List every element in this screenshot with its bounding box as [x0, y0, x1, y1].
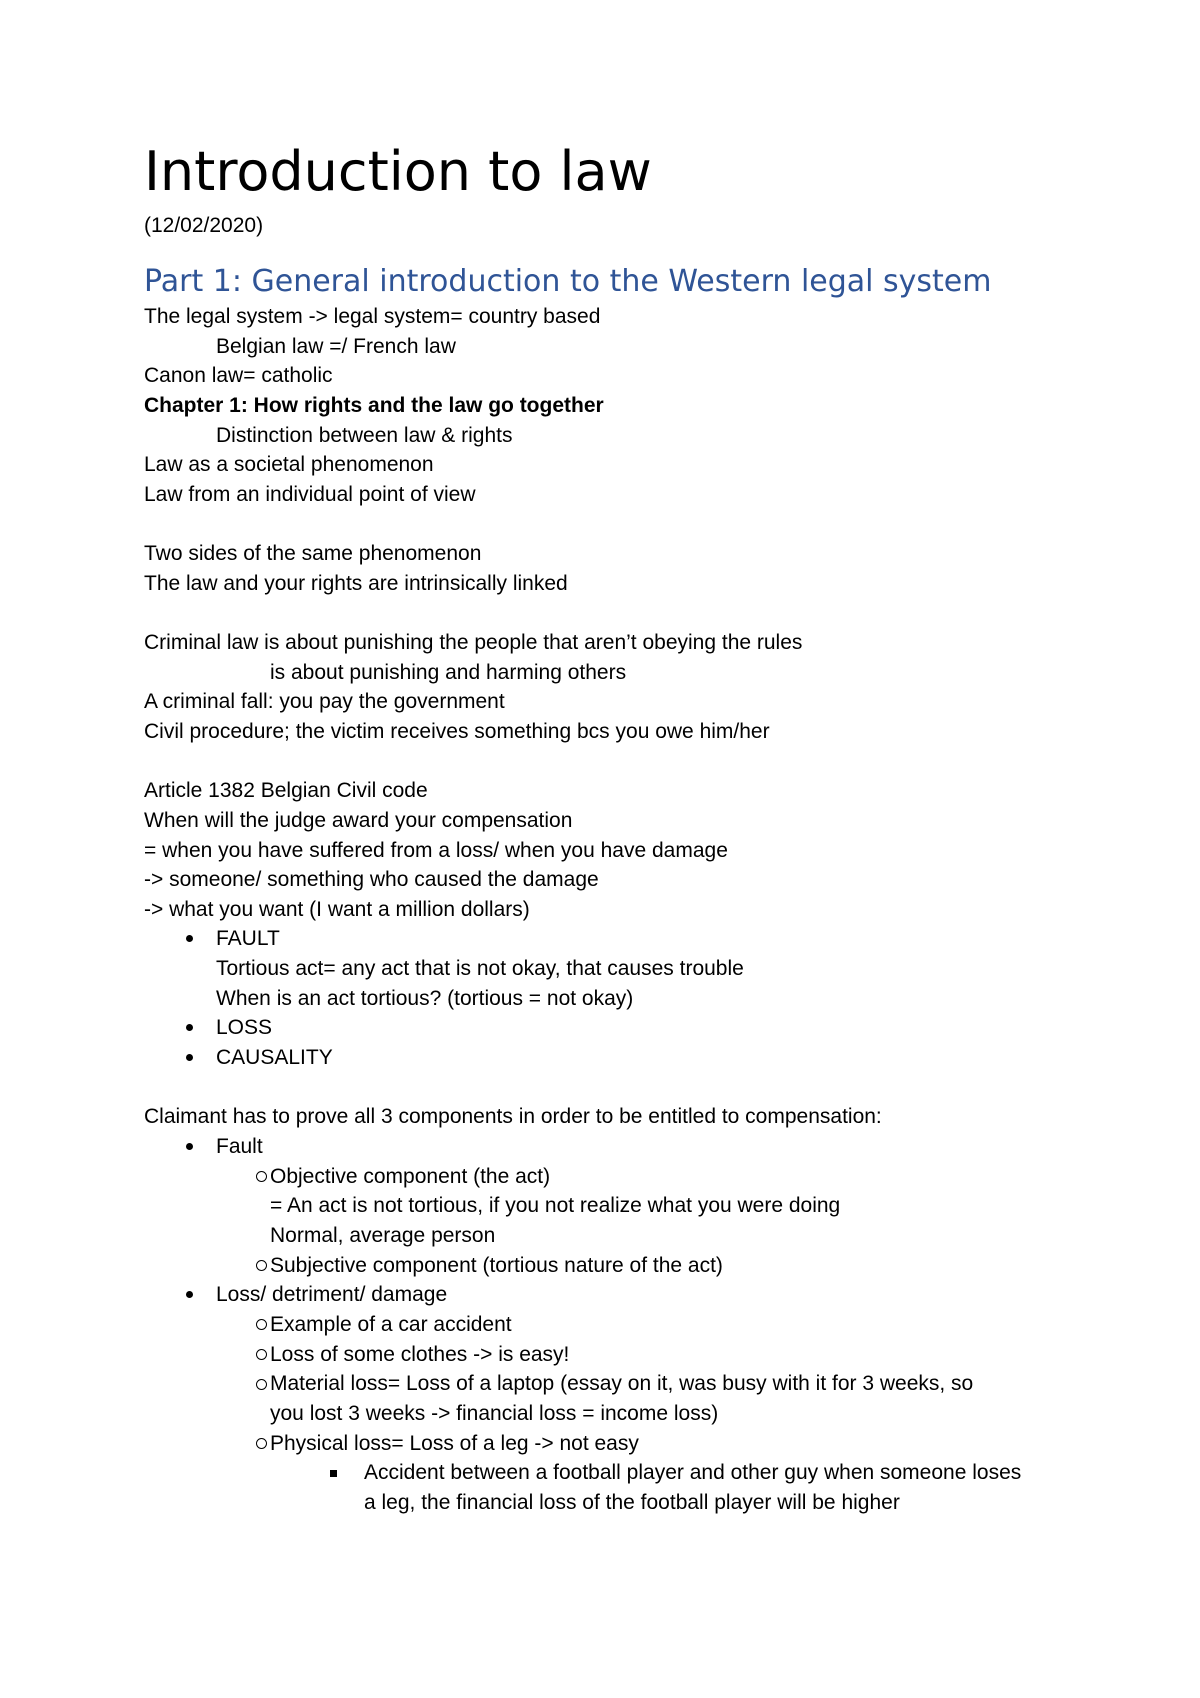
list-item: Objective component (the act) [270, 1165, 551, 1188]
text-line: The legal system -> legal system= country based [144, 305, 601, 328]
text-line: When will the judge award your compensation [144, 809, 573, 832]
list-item: LOSS [216, 1016, 273, 1039]
square-bullet-icon [330, 1470, 337, 1477]
text-line: Distinction between law & rights [216, 424, 513, 447]
text-line: Law as a societal phenomenon [144, 453, 434, 476]
circle-bullet-icon [256, 1349, 267, 1360]
text-line: Claimant has to prove all 3 components in order to be entitled to compensation: [144, 1105, 882, 1128]
text-line: The law and your rights are intrinsically linked [144, 572, 568, 595]
list-item-text: Tortious act= any act that is not okay, that causes trouble [216, 957, 744, 980]
list-item-text: you lost 3 weeks -> financial loss = income loss) [270, 1402, 719, 1425]
list-item: CAUSALITY [216, 1046, 333, 1069]
list-item: FAULT [216, 927, 280, 950]
bullet-icon [186, 1143, 193, 1150]
circle-bullet-icon [256, 1319, 267, 1330]
text-line: Law from an individual point of view [144, 483, 476, 506]
list-item: Material loss= Loss of a laptop (essay on it, was busy with it for 3 weeks, so [270, 1372, 974, 1395]
chapter-heading: Chapter 1: How rights and the law go together [144, 394, 604, 417]
text-line: Belgian law =/ French law [216, 335, 456, 358]
bullet-icon [186, 1024, 193, 1031]
list-item: Loss of some clothes -> is easy! [270, 1343, 570, 1366]
list-item-text: = An act is not tortious, if you not realize what you were doing [270, 1194, 841, 1217]
list-item: Subjective component (tortious nature of the act) [270, 1254, 723, 1277]
list-item: Fault [216, 1135, 263, 1158]
bullet-icon [186, 1054, 193, 1061]
list-item-text: Normal, average person [270, 1224, 496, 1247]
list-item: Example of a car accident [270, 1313, 512, 1336]
circle-bullet-icon [256, 1260, 267, 1271]
text-line: Two sides of the same phenomenon [144, 542, 482, 565]
circle-bullet-icon [256, 1379, 267, 1390]
document-date: (12/02/2020) [144, 214, 264, 237]
circle-bullet-icon [256, 1171, 267, 1182]
list-item: Loss/ detriment/ damage [216, 1283, 448, 1306]
bullet-icon [186, 935, 193, 942]
list-item-text: a leg, the financial loss of the football player will be higher [364, 1491, 900, 1514]
text-line: is about punishing and harming others [270, 661, 627, 684]
circle-bullet-icon [256, 1438, 267, 1449]
text-line: Article 1382 Belgian Civil code [144, 779, 428, 802]
text-line: Canon law= catholic [144, 364, 333, 387]
part-heading: Part 1: General introduction to the Western legal system [144, 264, 992, 299]
text-line: -> what you want (I want a million dollars) [144, 898, 530, 921]
list-item: Physical loss= Loss of a leg -> not easy [270, 1432, 639, 1455]
text-line: A criminal fall: you pay the government [144, 690, 505, 713]
bullet-icon [186, 1291, 193, 1298]
text-line: Civil procedure; the victim receives something bcs you owe him/her [144, 720, 770, 743]
document-title: Introduction to law [144, 140, 652, 203]
text-line: -> someone/ something who caused the damage [144, 868, 599, 891]
list-item-text: When is an act tortious? (tortious = not okay) [216, 987, 634, 1010]
text-line: = when you have suffered from a loss/ when you have damage [144, 839, 728, 862]
list-item: Accident between a football player and other guy when someone loses [364, 1461, 1022, 1484]
text-line: Criminal law is about punishing the people that aren’t obeying the rules [144, 631, 803, 654]
